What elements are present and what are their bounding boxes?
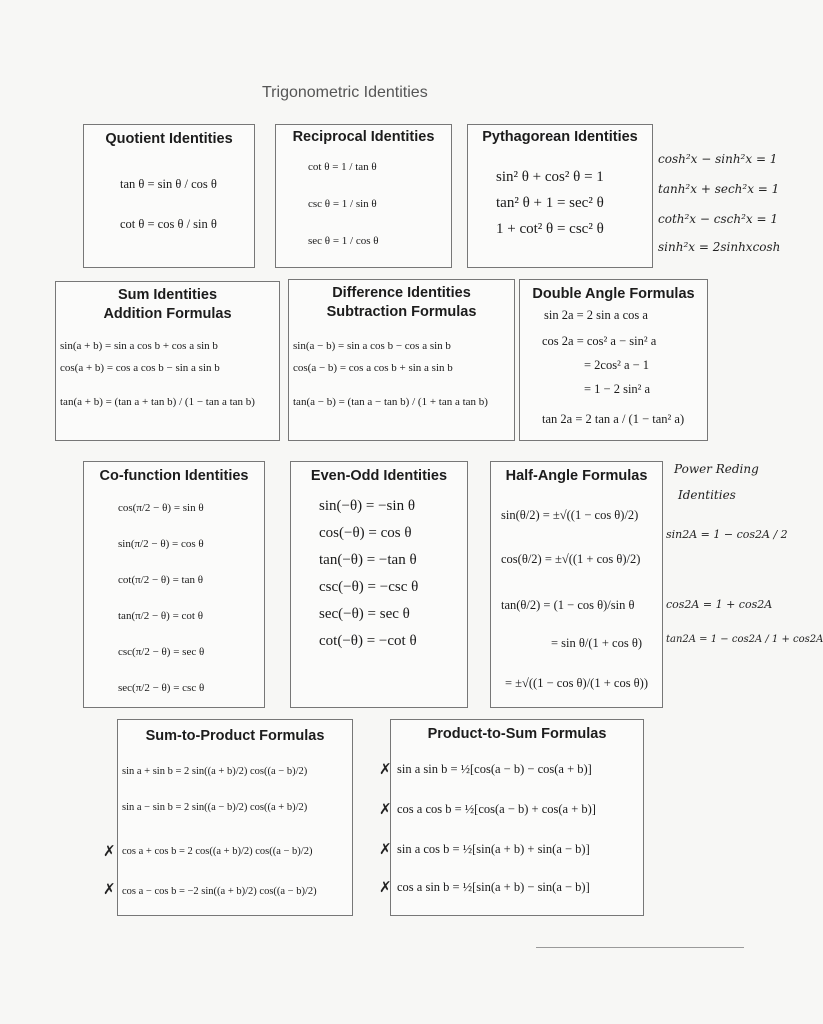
pythagorean-identities-title: Pythagorean Identities: [482, 129, 638, 145]
formula-row: tan(π/2 − θ) = cot θ: [118, 610, 204, 622]
handwritten-note: cosh²x − sinh²x = 1: [658, 152, 778, 166]
quotient-identities-box: [83, 124, 255, 268]
formula-row: cos(a + b) = cos a cos b − sin a sin b: [60, 362, 220, 374]
handwritten-note: sinh²x = 2sinhxcosh: [658, 240, 781, 254]
formula-row: cos(π/2 − θ) = sin θ: [118, 502, 204, 514]
formula-row: cot(π/2 − θ) = tan θ: [118, 574, 204, 586]
handwritten-note: Power Reding: [674, 462, 759, 476]
quotient-identities-title: Quotient Identities: [105, 131, 233, 147]
double-angle-title: Double Angle Formulas: [532, 286, 695, 302]
double-angle-box: [519, 279, 708, 441]
sum-to-product-title: Sum-to-Product Formulas: [145, 728, 325, 744]
handwritten-note: tan2A = 1 − cos2A / 1 + cos2A: [666, 634, 823, 645]
handwritten-mark: ✗: [379, 878, 392, 896]
formula-row: csc θ = 1 / sin θ: [308, 198, 377, 210]
formula-row: = sin θ/(1 + cos θ): [551, 636, 642, 650]
formula-row: cos(θ/2) = ±√((1 + cos θ)/2): [501, 552, 641, 566]
formula-row: cot θ = 1 / tan θ: [308, 161, 377, 173]
formula-row: cot θ = cos θ / sin θ: [120, 217, 217, 231]
formula-row: sin a − sin b = 2 sin((a − b)/2) cos((a + b)/2): [122, 802, 308, 813]
formula-row: tan(a + b) = (tan a + tan b) / (1 − tan a tan b): [60, 396, 255, 408]
addition-formulas-title: Addition Formulas: [103, 306, 232, 322]
handwritten-note: tanh²x + sech²x = 1: [658, 182, 780, 196]
formula-row: sin(−θ) = −sin θ: [319, 498, 415, 514]
handwritten-note: cos2A = 1 + cos2A: [666, 598, 773, 611]
formula-row: sin a + sin b = 2 sin((a + b)/2) cos((a − b)/2): [122, 766, 308, 777]
formula-row: sin(a − b) = sin a cos b − cos a sin b: [293, 340, 451, 352]
formula-row: sec(π/2 − θ) = csc θ: [118, 682, 205, 694]
handwritten-mark: ✗: [379, 840, 392, 858]
handwritten-note: Identities: [678, 488, 736, 502]
formula-row: sin(π/2 − θ) = cos θ: [118, 538, 204, 550]
formula-row: tan θ = sin θ / cos θ: [120, 177, 217, 191]
formula-row: csc(π/2 − θ) = sec θ: [118, 646, 205, 658]
product-to-sum-title: Product-to-Sum Formulas: [427, 726, 607, 742]
formula-row: tan² θ + 1 = sec² θ: [496, 195, 604, 211]
formula-row: cos a sin b = ½[sin(a + b) − sin(a − b)]: [397, 880, 590, 894]
sum-to-product-box: [117, 719, 353, 916]
product-to-sum-box: [390, 719, 644, 916]
formula-row: cos a − cos b = −2 sin((a + b)/2) cos((a − b)/2): [122, 886, 317, 897]
sum-identities-title: Sum Identities: [117, 287, 218, 303]
formula-row: tan(a − b) = (tan a − tan b) / (1 + tan a tan b): [293, 396, 488, 408]
handwritten-mark: ✗: [103, 880, 116, 898]
cofunction-identities-box: [83, 461, 265, 708]
half-angle-title: Half-Angle Formulas: [505, 468, 648, 484]
even-odd-identities-title: Even-Odd Identities: [310, 468, 448, 484]
formula-row: cos a + cos b = 2 cos((a + b)/2) cos((a − b)/2): [122, 846, 313, 857]
handwritten-note: sin2A = 1 − cos2A / 2: [666, 528, 788, 541]
formula-row: sin 2a = 2 sin a cos a: [544, 308, 648, 322]
cofunction-identities-title: Co-function Identities: [99, 468, 249, 484]
formula-row: 1 + cot² θ = csc² θ: [496, 221, 604, 237]
reciprocal-identities-title: Reciprocal Identities: [292, 129, 435, 145]
formula-row: sin(θ/2) = ±√((1 − cos θ)/2): [501, 508, 639, 522]
difference-identities-title: Difference Identities: [332, 285, 471, 301]
subtraction-formulas-title: Subtraction Formulas: [326, 304, 477, 320]
handwritten-mark: ✗: [379, 800, 392, 818]
formula-row: sec(−θ) = sec θ: [319, 606, 410, 622]
formula-row: cos 2a = cos² a − sin² a: [542, 334, 657, 348]
formula-row: sin a cos b = ½[sin(a + b) + sin(a − b)]: [397, 842, 590, 856]
formula-row: tan(−θ) = −tan θ: [319, 552, 417, 568]
formula-row: tan 2a = 2 tan a / (1 − tan² a): [542, 412, 685, 426]
handwritten-note: coth²x − csch²x = 1: [658, 212, 778, 226]
formula-row: cot(−θ) = −cot θ: [319, 633, 417, 649]
formula-row: sin a sin b = ½[cos(a − b) − cos(a + b)]: [397, 762, 592, 776]
formula-row: cos a cos b = ½[cos(a − b) + cos(a + b)]: [397, 802, 596, 816]
page-rule-line: [536, 947, 744, 948]
handwritten-mark: ✗: [379, 760, 392, 778]
even-odd-identities-box: [290, 461, 468, 708]
formula-row: tan(θ/2) = (1 − cos θ)/sin θ: [501, 598, 635, 612]
sum-identities-box: [55, 281, 280, 441]
pythagorean-identities-box: [467, 124, 653, 268]
half-angle-box: [490, 461, 663, 708]
formula-row: cos(−θ) = cos θ: [319, 525, 412, 541]
formula-row: csc(−θ) = −csc θ: [319, 579, 419, 595]
formula-row: sin² θ + cos² θ = 1: [496, 169, 604, 185]
formula-row: cos(a − b) = cos a cos b + sin a sin b: [293, 362, 453, 374]
formula-row: sec θ = 1 / cos θ: [308, 235, 379, 247]
formula-row: sin(a + b) = sin a cos b + cos a sin b: [60, 340, 218, 352]
formula-row: = 2cos² a − 1: [584, 358, 650, 372]
formula-row: = 1 − 2 sin² a: [584, 382, 651, 396]
formula-row: = ±√((1 − cos θ)/(1 + cos θ)): [505, 676, 648, 690]
page-title: Trigonometric Identities: [262, 84, 428, 101]
difference-identities-box: [288, 279, 515, 441]
reciprocal-identities-box: [275, 124, 452, 268]
handwritten-mark: ✗: [103, 842, 116, 860]
